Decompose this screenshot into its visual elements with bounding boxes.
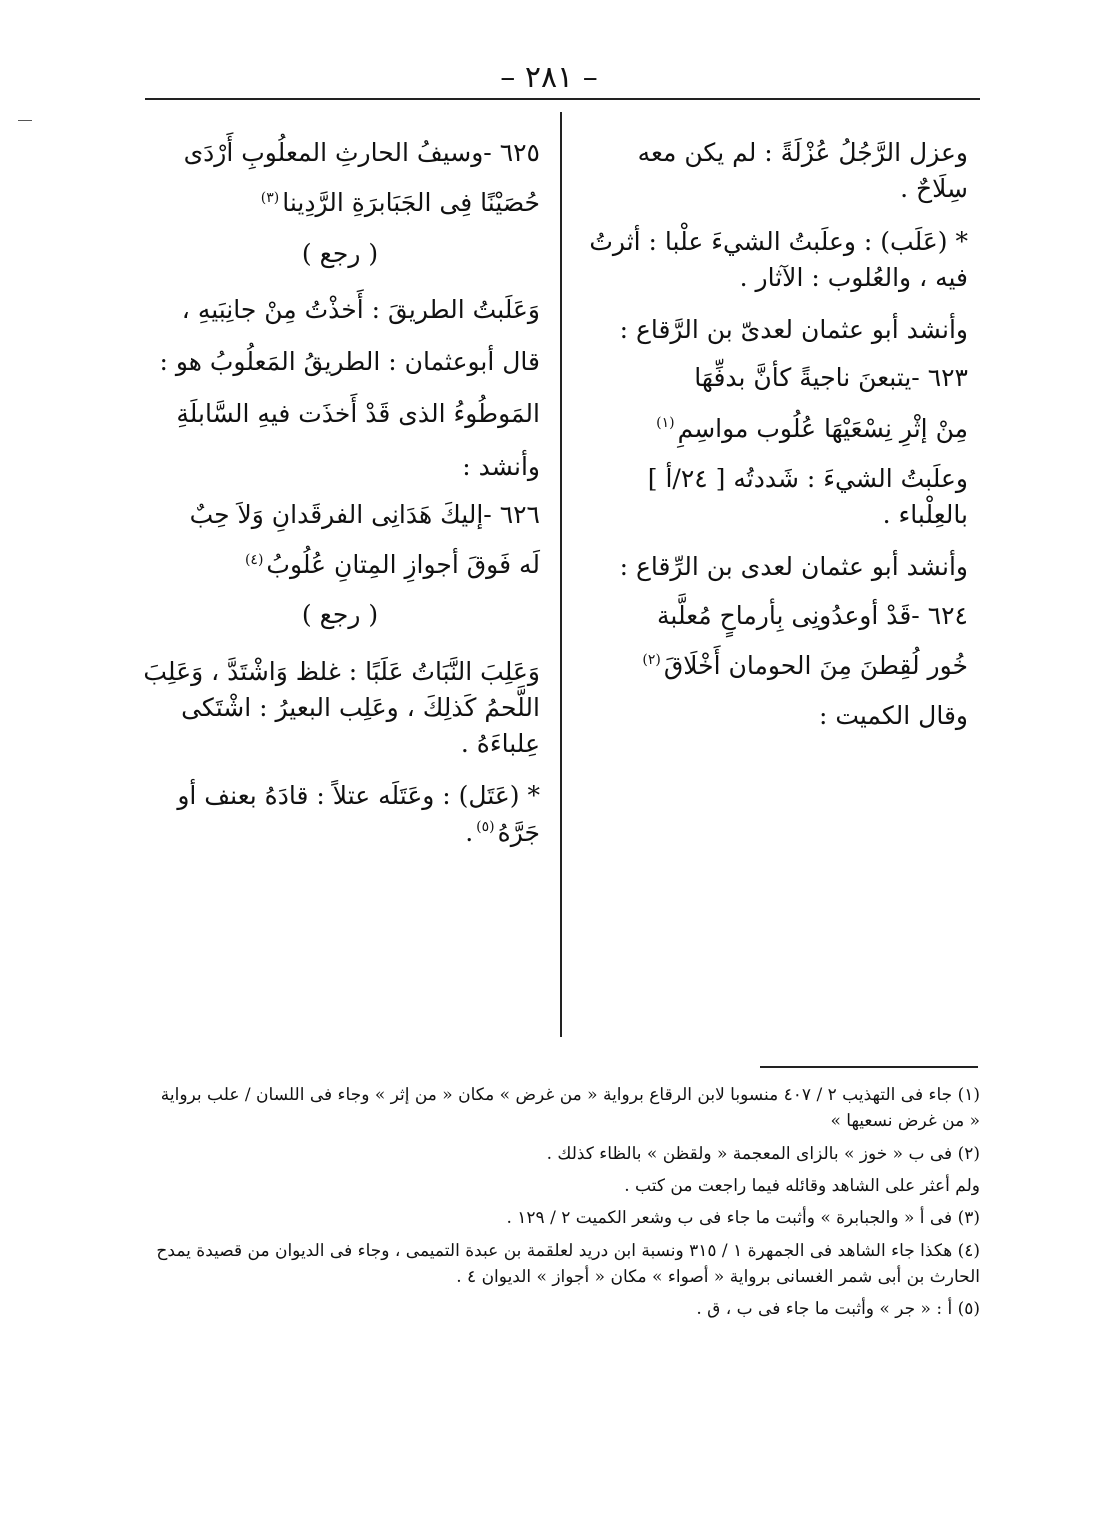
verse-625-second: [140, 185, 540, 221]
footnote-3: (٣) فى أ « والجبابرة » وأثبت ما جاء فى ب وشعر الكميت ٢ / ١٢٩ .: [506, 1208, 980, 1229]
entry-atal: [140, 778, 540, 851]
verse-624-text: خُور لُقِطنَ مِنَ الحومان أَخْلَاقَ: [663, 650, 968, 680]
verse-623-second: [578, 411, 968, 447]
citation-intro-624: وأنشد أبو عثمان لعدى بن الرِّقاع :: [619, 552, 968, 582]
footnote-2: (٢) فى ب « خوز » بالزاى المعجمة « ولقظن » بالظاء كذلك .: [546, 1143, 980, 1164]
citation-intro-626: وأنشد :: [462, 451, 540, 481]
footnote-ref-1: (١): [656, 415, 675, 432]
entry-atal-text: * (عَتَل) : وعَتَلَه عتلاً : قادَهُ بعنف أو جَرَّهُ: [177, 781, 540, 847]
right-column: [578, 135, 968, 750]
verse-624-first: ٦٢٤ -قَدْ أوعدُونِى بِأرماحٍ مُعلَّبة: [657, 600, 968, 630]
verse-626-second: [140, 547, 540, 583]
verse-625-first: ٦٢٥ -وسيفُ الحارثِ المعلُوبِ أَرْدَى: [183, 138, 540, 167]
footnotes: [150, 1082, 980, 1329]
footnote-ref-5: (٥): [476, 819, 495, 836]
verse-623-text: مِنْ إثْرِ نِسْعَيْهَا عُلُوب مواسِمِ: [677, 413, 968, 443]
paragraph-azala: وعزل الرَّجُلُ عُزْلَةً : لم يكن معه سِلَاحٌ .: [637, 138, 968, 204]
citation-intro-623: وأنشد أبو عثمان لعدىّ بن الرَّقاع :: [619, 315, 968, 344]
paragraph-tariq: وَعَلَبتُ الطريقَ : أَخذْتُ مِنْ جانِبَيهِ ،: [181, 294, 540, 324]
left-column: [140, 135, 540, 867]
citation-intro-kumayt: وقال الكميت :: [818, 701, 968, 730]
verse-623-first: ٦٢٣ -يتبعنَ ناجيةً كأنَّ بدفِّهَا: [694, 363, 968, 393]
footnote-rule: [760, 1066, 978, 1068]
verse-626-first: ٦٢٦ -إليكَ هَدَانِى الفرقَدانِ وَلاَ حِبٌ: [189, 499, 540, 529]
scan-mark: [18, 120, 32, 121]
paragraph-mawtu: المَوطُوءُ الذى قَدْ أَخذَت فيهِ السَّابلَةِ: [176, 399, 540, 429]
footnote-2-cont: ولم أعثر على الشاهد وقائله فيما راجعت من كتب .: [624, 1176, 980, 1197]
footnote-4: (٤) هكذا جاء الشاهد فى الجمهرة ١ / ٣١٥ ونسبة ابن دريد لعلقمة بن عبدة التميمى ، وجاء فى الديوان من قصيدة يمدح الحارث بن أبى شمر الغسانى برواية « أصواء » مكان « أجواز » الديوان ٤ .: [156, 1240, 980, 1288]
verse-625-text: حُصَيْنًا فِى الجَبَابرَةِ الرَّدِينا: [282, 188, 540, 218]
verse-624-second: [578, 648, 968, 684]
paragraph-abu-uthman: قال أبوعثمان : الطريقُ المَعلُوبُ هو :: [159, 347, 540, 376]
header-rule: [145, 98, 980, 100]
footnote-5: (٥) أ : « جر » وأثبت ما جاء فى ب ، ق .: [696, 1299, 980, 1320]
verse-626-text: لَه فَوقَ أجوازِ المِتانِ عُلُوبُ: [266, 550, 540, 579]
return-heading-2: ( رجع ): [301, 600, 379, 630]
entry-alab: * (عَلَب) : وعلَبتُ الشيءَ علْبا : أثرتُ فيه ، والعُلوب : الآثار .: [589, 226, 968, 292]
footnote-1: (١) جاء فى التهذيب ٢ / ٤٠٧ منسوبا لابن الرقاع برواية « من غرض » مكان « من إثر » وجاء فى اللسان / علب برواية « من غرض نسعيها »: [160, 1085, 980, 1132]
footnote-ref-4: (٤): [244, 551, 264, 568]
footnote-ref-3: (٣): [260, 189, 280, 206]
page-number: – ٢٨١ –: [500, 60, 598, 95]
footnote-ref-2: (٢): [642, 652, 661, 669]
paragraph-alib: وَعَلِبَ النَّبَاتُ عَلَبًا : غلظ وَاشْتَدَّ ، وَعَلِبَ اللَّحمُ كَذلِكَ ، وعَلِب البعيرُ : اشْتَكى عِلباءَهُ .: [143, 656, 540, 758]
return-heading-1: ( رجع ): [301, 238, 379, 268]
column-divider: [560, 112, 562, 1037]
paragraph-shadadtuhu: وعلَبتُ الشيءَ : شَددتُه [ ٢٤/أ ] بالعِلْباء .: [647, 463, 968, 529]
entry-atal-end: .: [465, 817, 474, 847]
